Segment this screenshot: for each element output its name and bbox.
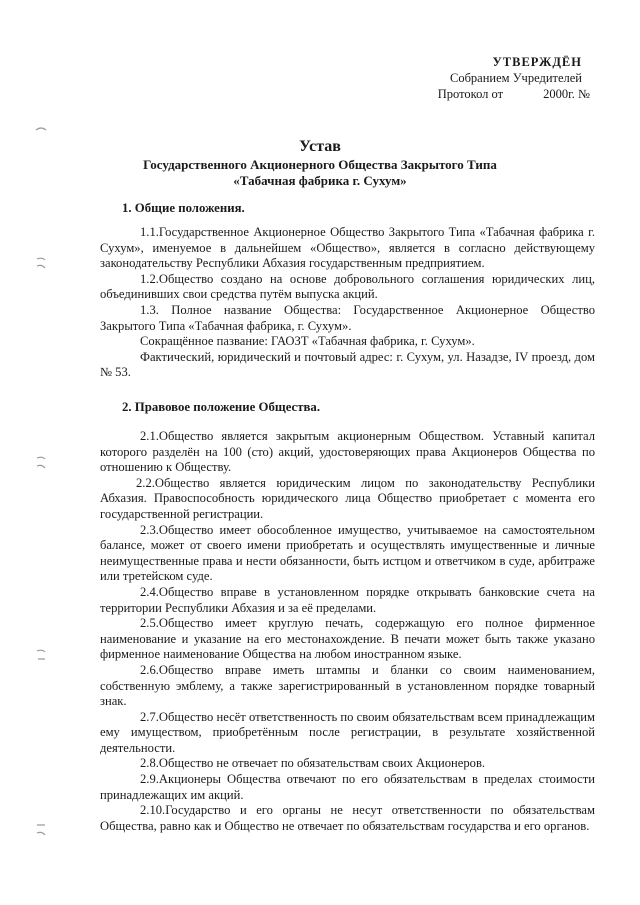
approval-heading: УТВЕРЖДЁН <box>492 55 582 69</box>
approval-protocol: Протокол от <box>437 87 504 101</box>
margin-mark-icon <box>34 648 48 664</box>
paragraph-1-3: 1.3. Полное название Общества: Государственное Акционерное Общество Закрытого Типа «Табачная фабрика, г. Сухум». <box>100 302 595 333</box>
title-line-2: Государственного Акционерного Общества Закрытого Типа <box>143 157 497 172</box>
section-1-heading: 1. Общие положения. <box>122 201 245 215</box>
margin-mark-icon <box>34 124 48 134</box>
paragraph-1-2: 1.2.Общество создано на основе добровольного соглашения юридических лиц, объединивших свои средства путём выпуска акций. <box>100 271 595 302</box>
approval-protocol-line <box>438 86 590 102</box>
paragraph-2-6: 2.6.Общество вправе иметь штампы и бланки со своим наименованием, собственную эмблему, а также зарегистрированный в установленном порядке товарный знак. <box>100 662 595 709</box>
paragraph-2-4: 2.4.Общество вправе в установленном порядке открывать банковские счета на территории Республики Абхазия и за её пределами. <box>100 584 595 615</box>
section-2-text <box>100 429 595 834</box>
paragraph-2-5: 2.5.Общество имеет круглую печать, содержащую его полное фирменное наименование и указание на его местонахождение. В печати может быть также указано фирменное наименование Общества на любом иностранном языке. <box>100 616 595 662</box>
paragraph-2-8: 2.8.Общество не отвечает по обязательствам своих Акционеров. <box>140 756 486 771</box>
paragraph-2-9: 2.9.Акционеры Общества отвечают по его обязательствам в пределах стоимости принадлежащих им акций. <box>100 772 595 802</box>
approval-block <box>437 54 590 102</box>
section-2-heading: 2. Правовое положение Общества. <box>122 400 321 414</box>
paragraph-2-7: 2.7.Общество несёт ответственность по своим обязательствам всем принадлежащим ему имуществом, приобретённым после регистрации, в результате хозяйственной деятельности. <box>100 709 595 755</box>
margin-mark-icon <box>34 822 48 838</box>
paragraph-1-4: Сокращённое пазвание: ГАОЗТ «Табачная фабрика, г. Сухум». <box>140 334 475 349</box>
title-line-1: Устав <box>299 138 341 155</box>
title-line-3: «Табачная фабрика г. Сухум» <box>233 173 407 188</box>
approval-by: Собранием Учредителей <box>449 71 582 85</box>
document-title <box>0 137 640 189</box>
paragraph-2-3: 2.3.Общество имеет обособленное имущество, учитываемое на самостоятельном балансе, может от своего имени приобретать и осуществлять имущественные и личные неимущественные права и нести обязанности, быть истцом и ответчиком в суде, арбитраже или третейском суде. <box>100 522 595 584</box>
margin-mark-icon <box>34 455 48 471</box>
approval-year: 2000г. № <box>543 87 590 101</box>
paragraph-2-2: 2.2.Общество является юридическим лицом по законодательству Республики Абхазия. Правоспособность юридического лица Общество приобретает с момента его государственной регистрации. <box>100 475 595 521</box>
paragraph-1-1: 1.1.Государственное Акционерное Общество Закрытого Типа «Табачная фабрика г. Сухум», именуемое в дальнейшем «Общество», является в согласно действующему законодательству Республики Абхазия государственным предприятием. <box>100 225 595 271</box>
margin-mark-icon <box>34 256 48 272</box>
paragraph-1-5: Фактический, юридический и почтовый адрес: г. Сухум, ул. Назадзе, IV проезд, дом № 53. <box>100 349 595 380</box>
paragraph-2-1: 2.1.Общество является закрытым акционерным Обществом. Уставный капитал которого разделён на 100 (сто) акций, удостоверяющих права Акционеров Общества по отношению к Обществу. <box>100 429 595 475</box>
paragraph-2-10: 2.10.Государство и его органы не несут ответственности по обязательствам Общества, равно как и Общество не отвечает по обязательствам государства и его органов. <box>100 803 595 833</box>
section-1-text <box>100 225 595 381</box>
